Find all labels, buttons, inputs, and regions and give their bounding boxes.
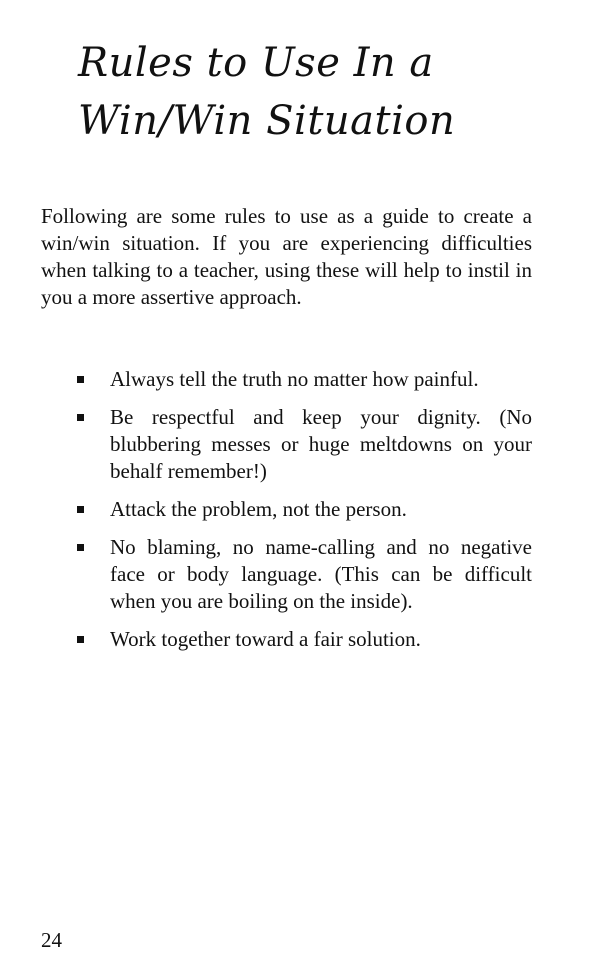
title-line-2: Win/Win Situation — [78, 98, 456, 144]
rule-text: Work together toward a fair solution. — [110, 627, 421, 651]
intro-paragraph: Following are some rules to use as a guide to create a win/win situation. If you are experiencing difficulties when talking to a teacher, using these will help to instil in you a more assertive approach. — [41, 204, 532, 309]
rule-text: No blaming, no name-calling and no negative face or body language. (This can be difficult when you are boiling on the inside). — [110, 535, 532, 613]
rule-text: Be respectful and keep your dignity. (No blubbering messes or huge meltdowns on your behalf remember!) — [110, 405, 532, 483]
square-bullet-icon — [77, 636, 84, 643]
square-bullet-icon — [77, 376, 84, 383]
rule-item-2 — [41, 404, 532, 485]
rule-item-5 — [41, 626, 532, 653]
square-bullet-icon — [77, 506, 84, 513]
title-line-1: Rules to Use In a — [78, 40, 434, 86]
rule-text: Attack the problem, not the person. — [110, 497, 407, 521]
rule-item-1 — [41, 366, 532, 393]
square-bullet-icon — [77, 544, 84, 551]
square-bullet-icon — [77, 414, 84, 421]
page-title — [78, 34, 558, 150]
page-number: 24 — [41, 928, 62, 952]
rule-item-4 — [41, 534, 532, 615]
rule-item-3 — [41, 496, 532, 523]
rule-text: Always tell the truth no matter how painful. — [110, 367, 479, 391]
rules-list — [41, 366, 532, 664]
